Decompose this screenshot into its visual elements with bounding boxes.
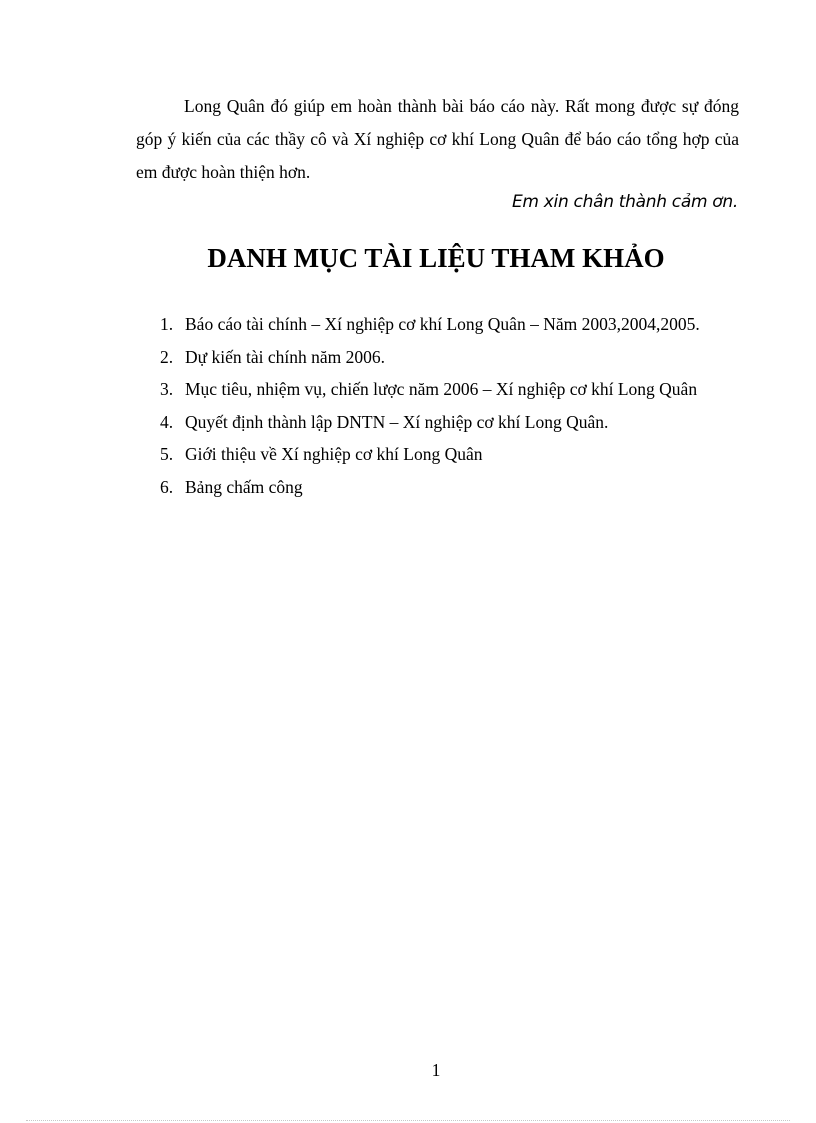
- references-list: [160, 308, 720, 503]
- page-edge-divider: [26, 1120, 790, 1121]
- reference-number: 5.: [160, 444, 174, 464]
- reference-item: [160, 373, 720, 406]
- reference-item: [160, 438, 720, 471]
- reference-text: Dự kiến tài chính năm 2006.: [185, 346, 386, 367]
- signoff-text: Em xin chân thành cảm ơn.: [511, 192, 738, 212]
- reference-number: 2.: [160, 346, 174, 367]
- intro-paragraph-text: Long Quân đó giúp em hoàn thành bài báo cáo này. Rất mong được sự đóng góp ý kiến của các thầy cô và Xí nghiệp cơ khí Long Quân để báo cáo tổng hợp của em được hoàn thiện hơn.: [136, 96, 739, 182]
- reference-item: [160, 341, 720, 374]
- intro-paragraph: [136, 90, 739, 189]
- reference-number: 4.: [160, 411, 174, 432]
- reference-number: 1.: [160, 314, 174, 334]
- reference-item: [160, 471, 720, 504]
- references-title: DANH MỤC TÀI LIỆU THAM KHẢO: [207, 243, 665, 273]
- reference-text: Giới thiệu về Xí nghiệp cơ khí Long Quân: [185, 444, 483, 464]
- reference-text: Báo cáo tài chính – Xí nghiệp cơ khí Long Quân – Năm 2003,2004,2005.: [185, 314, 700, 334]
- reference-item: [160, 406, 720, 439]
- reference-item: [160, 308, 720, 341]
- reference-text: Mục tiêu, nhiệm vụ, chiến lược năm 2006 – Xí nghiệp cơ khí Long Quân: [185, 379, 698, 399]
- reference-text: Bảng chấm công: [185, 476, 303, 497]
- reference-text: Quyết định thành lập DNTN – Xí nghiệp cơ khí Long Quân.: [185, 411, 609, 432]
- reference-number: 3.: [160, 379, 174, 399]
- page-number: 1: [431, 1060, 441, 1080]
- reference-number: 6.: [160, 476, 174, 497]
